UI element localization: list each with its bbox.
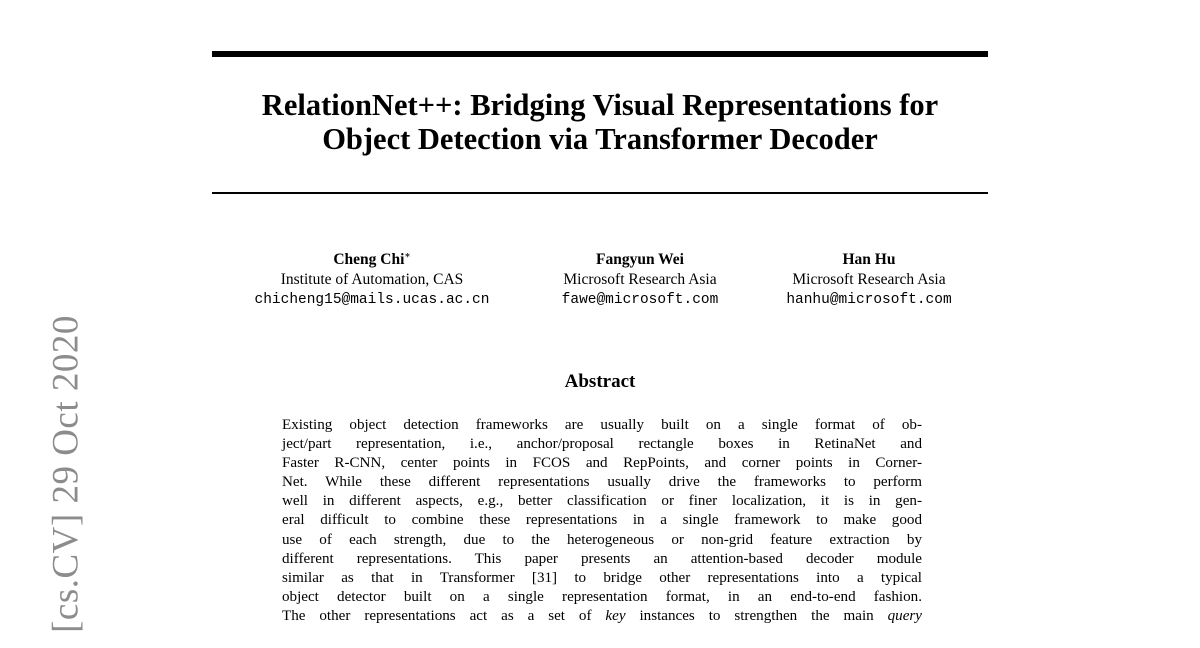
arxiv-identifier-stamp: [cs.CV] 29 Oct 2020	[45, 315, 87, 633]
abstract-line: different representations. This paper presents an attention-based decoder module	[282, 550, 922, 567]
paper-title	[212, 88, 988, 156]
abstract-line: well in different aspects, e.g., better classification or finer localization, it is in gen-	[282, 493, 922, 510]
title-top-rule	[212, 51, 988, 57]
abstract-line: Faster R-CNN, center points in FCOS and RepPoints, and corner points in Corner-	[282, 455, 922, 472]
author-affiliation: Institute of Automation, CAS	[280, 271, 464, 288]
title-line-1: RelationNet++: Bridging Visual Representations for	[261, 88, 939, 122]
author-block	[230, 250, 514, 310]
title-bottom-rule	[212, 192, 988, 194]
author-email: chicheng15@mails.ucas.ac.cn	[254, 292, 490, 308]
author-block	[763, 250, 975, 310]
author-name: Fangyun Wei	[595, 251, 684, 268]
abstract-line: ject/part representation, i.e., anchor/proposal rectangle boxes in RetinaNet and	[282, 436, 922, 453]
author-name: Cheng Chi∗	[333, 250, 411, 268]
author-block	[535, 250, 745, 310]
author-affiliation: Microsoft Research Asia	[563, 271, 717, 288]
author-affiliation: Microsoft Research Asia	[792, 271, 946, 288]
author-email: hanhu@microsoft.com	[786, 292, 952, 308]
abstract-line: eral difficult to combine these representations in a single framework to make good	[282, 512, 922, 529]
author-email: fawe@microsoft.com	[561, 292, 719, 308]
abstract-line: similar as that in Transformer [31] to bridge other representations into a typical	[282, 569, 922, 586]
abstract-line: use of each strength, due to the heterogeneous or non-grid feature extraction by	[282, 531, 922, 548]
title-line-2: Object Detection via Transformer Decoder	[322, 122, 878, 156]
abstract-line: The other representations act as a set of key instances to strengthen the main query	[282, 607, 922, 624]
author-name: Han Hu	[842, 251, 896, 268]
abstract-line: Existing object detection frameworks are usually built on a single format of ob-	[282, 417, 922, 433]
author-footnote-mark: ∗	[404, 250, 411, 260]
abstract-heading: Abstract	[564, 371, 636, 392]
abstract-line: object detector built on a single representation format, in an end-to-end fashion.	[282, 588, 922, 605]
abstract-line: Net. While these different representations usually drive the frameworks to perform	[282, 474, 922, 491]
abstract-body	[282, 416, 922, 626]
